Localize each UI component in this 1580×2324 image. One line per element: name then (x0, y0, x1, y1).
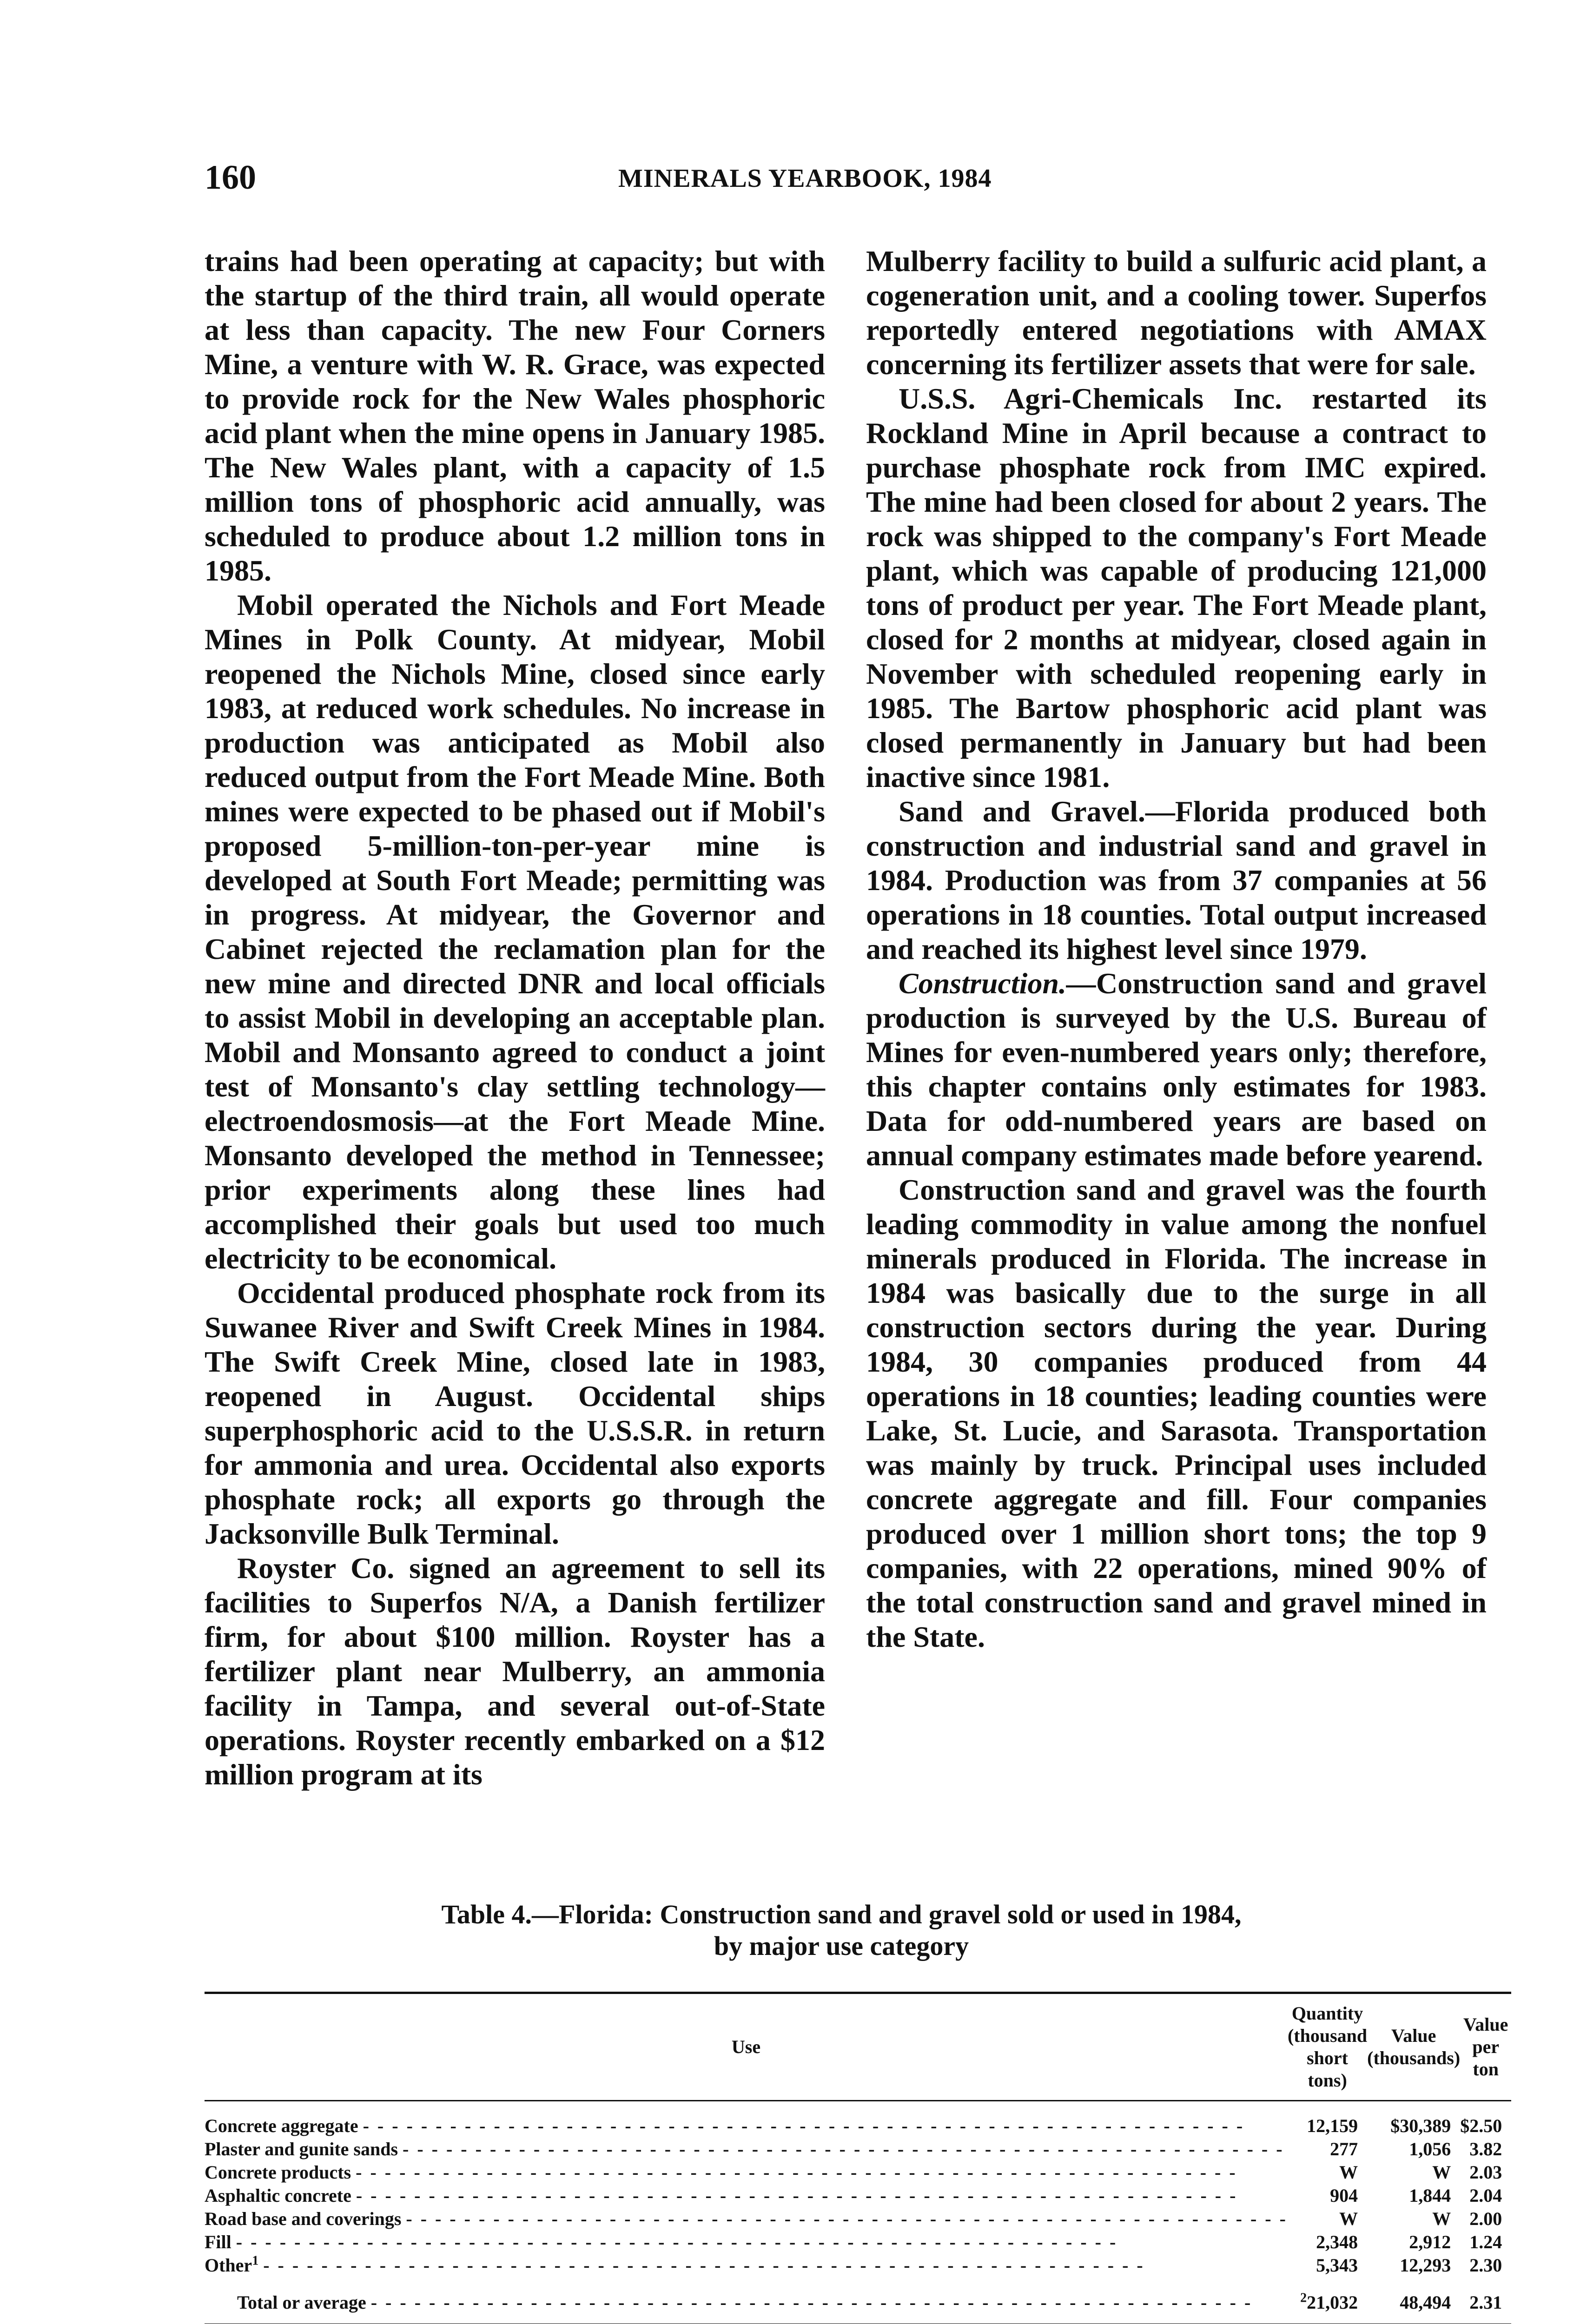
use-label: Road base and coverings (205, 2208, 402, 2229)
dot-leader: - - - - - - - - - - - - - - - - - - - - - - - - - - - - - - - - - - - - - - - - - - - - - - - - - - - - - - - - - - - - - (236, 2232, 1118, 2252)
dot-leader: - - - - - - - - - - - - - - - - - - - - - - - - - - - - - - - - - - - - - - - - - - - - - - - - - - - - - - - - - - - - - (406, 2208, 1288, 2229)
use-label: Concrete products (205, 2162, 351, 2183)
table-caption (205, 1899, 1478, 1962)
use-label: Asphaltic concrete (205, 2185, 351, 2206)
per-ton-cell: $2.50 (1460, 2115, 1502, 2136)
per-ton-cell: 1.24 (1469, 2232, 1502, 2252)
column-header-use: Use (205, 1993, 1288, 2101)
footnote-ref: 1 (252, 2254, 259, 2268)
table-row (205, 2207, 1511, 2231)
quantity-cell: 12,159 (1307, 2115, 1358, 2136)
page-number: 160 (205, 158, 256, 197)
header-line: Value (1391, 2025, 1436, 2046)
data-table (205, 1992, 1508, 2324)
row-label (205, 2254, 1288, 2277)
per-ton-cell: 2.04 (1469, 2185, 1502, 2206)
quantity-cell: 5,343 (1316, 2255, 1358, 2276)
table-row (205, 2184, 1511, 2207)
header-line: short tons) (1307, 2047, 1348, 2091)
value-cell: $30,389 (1390, 2115, 1451, 2136)
dot-leader: - - - - - - - - - - - - - - - - - - - - - - - - - - - - - - - - - - - - - - - - - - - - - - - - - - - - - - - - - - - - - (403, 2139, 1284, 2159)
value-cell: W (1432, 2208, 1451, 2229)
use-label: Other (205, 2255, 252, 2276)
paragraph: Occidental produced phosphate rock from its Suwanee River and Swift Creek Mines in 1984. The Swift Creek Mine, closed late in 1983, reopened in August. Occidental ships superphosphoric acid to the U.S.S.R. in return for ammonia and urea. Occidental also exports phosphate rock; all exports go through the Jacksonville Bulk Terminal. (205, 1276, 825, 1550)
use-label: Plaster and gunite sands (205, 2139, 398, 2159)
table-row (205, 2101, 1511, 2138)
table-row (205, 2254, 1511, 2277)
row-label (205, 2161, 1288, 2184)
footnote-ref: 2 (1300, 2291, 1307, 2305)
quantity-cell: 2,348 (1316, 2232, 1358, 2252)
column-header-quantity (1288, 1993, 1367, 2101)
quantity-cell: 904 (1330, 2185, 1358, 2206)
paragraph: Mobil operated the Nichols and Fort Meade Mines in Polk County. At midyear, Mobil reopened the Nichols Mine, closed since early 1983, at reduced work schedules. No increase in production was anticipated as Mobil also reduced output from the Fort Meade Mine. Both mines were expected to be phased out if Mobil's proposed 5-million-ton-per-year mine is developed at South Fort Meade; permitting was in progress. At midyear, the Governor and Cabinet rejected the reclamation plan for the new mine and directed DNR and local officials to assist Mobil in developing an acceptable plan. Mobil and Monsanto agreed to conduct a joint test of Monsanto's clay settling technology—electroendosmosis—at the Fort Meade Mine. Monsanto developed the method in Tennessee; prior experiments along these lines had accomplished their goals but used too much electricity to be economical. (205, 588, 825, 1275)
quantity-cell: W (1339, 2162, 1358, 2183)
header-line: (thousand (1287, 2025, 1368, 2046)
dot-leader: - - - - - - - - - - - - - - - - - - - - - - - - - - - - - - - - - - - - - - - - - - - - - - - - - - - - - - - - - - - - - (356, 2185, 1238, 2206)
paragraph: Construction sand and gravel was the fourth leading commodity in value among the nonfuel minerals produced in Florida. The increase in 1984 was basically due to the surge in all construction sectors during the year. During 1984, 30 companies produced from 44 operations in 18 counties; leading counties were Lake, St. Lucie, and Sarasota. Transportation was mainly by truck. Principal uses included concrete aggregate and fill. Four companies produced over 1 million short tons; the top 9 companies, with 22 operations, mined 90% of the total construction sand and gravel mined in the State. (866, 1173, 1487, 1653)
table-row (205, 2161, 1511, 2184)
row-label (205, 2101, 1288, 2138)
column-header-value-per-ton (1460, 1993, 1511, 2101)
column-header-value (1367, 1993, 1460, 2101)
value-cell: 12,293 (1400, 2255, 1451, 2276)
paragraph (866, 794, 1487, 966)
row-label (205, 2138, 1288, 2161)
row-label (205, 2277, 1288, 2324)
dot-leader: - - - - - - - - - - - - - - - - - - - - - - - - - - - - - - - - - - - - - - - - - - - - - - - - - - - - - - - - - - - - - (363, 2115, 1245, 2136)
quantity-cell: W (1339, 2208, 1358, 2229)
dot-leader: - - - - - - - - - - - - - - - - - - - - - - - - - - - - - - - - - - - - - - - - - - - - - - - - - - - - - - - - - - - - - (370, 2292, 1253, 2313)
value-cell: 48,494 (1367, 2277, 1460, 2324)
value-cell: 2,912 (1409, 2232, 1451, 2252)
header-line: per ton (1472, 2036, 1500, 2080)
row-label (205, 2231, 1288, 2254)
dot-leader: - - - - - - - - - - - - - - - - - - - - - - - - - - - - - - - - - - - - - - - - - - - - - - - - - - - - - - - - - - - - - (263, 2255, 1145, 2276)
quantity-value: 21,032 (1307, 2292, 1358, 2313)
paragraph: trains had been operating at capacity; but with the startup of the third train, all would operate at less than capacity. The new Four Corners Mine, a venture with W. R. Grace, was expected to provide rock for the New Wales phosphoric acid plant when the mine opens in January 1985. The New Wales plant, with a capacity of 1.5 million tons of phosphoric acid annually, was scheduled to produce about 1.2 million tons in 1985. (205, 244, 825, 587)
paragraph: Royster Co. signed an agreement to sell its facilities to Superfos N/A, a Danish fertilizer firm, for about $100 million. Royster has a fertilizer plant near Mulberry, an ammonia facility in Tampa, and several out-of-State operations. Royster recently embarked on a $12 million program at its (205, 1552, 825, 1791)
per-ton-cell: 2.30 (1469, 2255, 1502, 2276)
total-label: Total or average (237, 2292, 366, 2313)
quantity-cell (1288, 2277, 1367, 2324)
per-ton-cell: 2.00 (1469, 2208, 1502, 2229)
header-line: Quantity (1291, 2003, 1363, 2024)
header-line: Value (1463, 2014, 1508, 2035)
dot-leader: - - - - - - - - - - - - - - - - - - - - - - - - - - - - - - - - - - - - - - - - - - - - - - - - - - - - - - - - - - - - - (356, 2162, 1237, 2183)
row-label (205, 2184, 1288, 2207)
quantity-cell: 277 (1330, 2139, 1358, 2159)
paragraph: U.S.S. Agri-Chemicals Inc. restarted its Rockland Mine in April because a contract to purchase phosphate rock from IMC expired. The mine had been closed for about 2 years. The rock was shipped to the company's Fort Meade plant, which was capable of producing 121,000 tons of product per year. The Fort Meade plant, closed for 2 months at midyear, closed again in November with scheduled reopening early in 1985. The Bartow phosphoric acid plant was closed permanently in January but had been inactive since 1981. (866, 382, 1487, 793)
value-cell: W (1432, 2162, 1451, 2183)
table-row (205, 2231, 1511, 2254)
running-title: MINERALS YEARBOOK, 1984 (618, 164, 992, 193)
value-cell: 1,056 (1409, 2139, 1451, 2159)
caption-line: Table 4.—Florida: Construction sand and gravel sold or used in 1984, (441, 1899, 1242, 1929)
value-cell: 1,844 (1409, 2185, 1451, 2206)
paragraph-text: Construction sand and gravel production is surveyed by the U.S. Bureau of Mines for even-numbered years only; therefore, this chapter contains only estimates for 1983. Data for odd-numbered years are based on annual company estimates made before yearend. (866, 967, 1487, 1172)
per-ton-cell: 2.31 (1460, 2277, 1511, 2324)
left-column (205, 244, 825, 1792)
per-ton-cell: 3.82 (1469, 2139, 1502, 2159)
right-column (866, 244, 1487, 1654)
paragraph: Mulberry facility to build a sulfuric acid plant, a cogeneration unit, and a cooling tower. Superfos reportedly entered negotiations with AMAX concerning its fertilizer assets that were for sale. (866, 244, 1487, 381)
row-label (205, 2207, 1288, 2231)
total-row (205, 2277, 1511, 2324)
use-label: Concrete aggregate (205, 2115, 358, 2136)
paragraph-text: Florida produced both construction and industrial sand and gravel in 1984. Production was from 37 companies at 56 operations in 18 counties. Total output increased and reached its highest level since 1979. (866, 795, 1487, 965)
table-row (205, 2138, 1511, 2161)
section-heading: Sand and Gravel.— (899, 795, 1175, 828)
header-line: (thousands) (1367, 2047, 1461, 2068)
per-ton-cell: 2.03 (1469, 2162, 1502, 2183)
subsection-heading: Construction.— (899, 967, 1097, 1000)
paragraph (866, 966, 1487, 1173)
use-label: Fill (205, 2232, 231, 2252)
caption-line: by major use category (714, 1931, 969, 1961)
